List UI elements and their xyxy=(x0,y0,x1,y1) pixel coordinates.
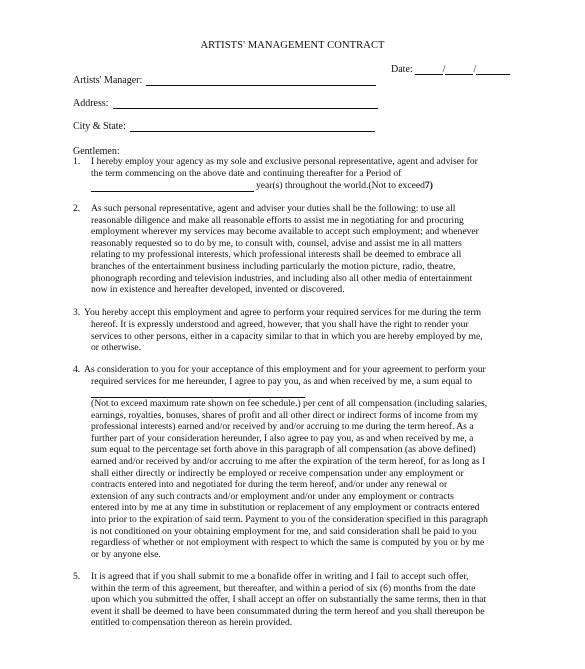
date-year-blank[interactable] xyxy=(476,64,510,75)
manager-blank[interactable] xyxy=(146,75,376,86)
date-field xyxy=(391,64,510,75)
city-state-label: City & State: xyxy=(73,121,126,132)
clause-5-number: 5. xyxy=(73,571,81,582)
clause-3-text: hereof. It is expressly understood and agreed, however, that you shall have the right to render your services to other persons, either in a capacity similar to that in which you are hereby employed by me, or otherwise. xyxy=(91,319,483,354)
clause-1-line-3 xyxy=(91,180,511,192)
term-years-blank[interactable] xyxy=(91,182,254,192)
percentage-blank[interactable] xyxy=(91,388,305,398)
clause-4-number: 4. xyxy=(73,364,81,375)
clause-2-number: 2. xyxy=(73,203,81,214)
clause-1-max-years: 7) xyxy=(424,180,433,191)
document-title: ARTISTS' MANAGEMENT CONTRACT xyxy=(200,40,385,51)
clause-4-text: (Not to exceed maximum rate shown on fee schedule.) per cent of all compensation (including salaries, earnings, royalties, bonuses, shares of profit and all other direct or indirect forms of income from my professional interests) earned and/or received by and/or accruing to me during the term hereof. As a further part of your consideration hereunder, I also agree to pay you, as and when received by me, a sum equal to the percentage set forth above in this paragraph of all compensation (as above defined) earned and/or received by and/or accruing to me after the expiration of the term hereof, for as long as I shall either directly or indirectly be employed or receive compensation under any employment or contracts entered into and negotiated for during the term hereof, and/or under any renewal or extension of any such contracts and/or employment and/or under any employment or contracts entered into by me at any time in substitution or replacement of any employment or contracts entered into prior to the expiration of said term. Payment to you of the consideration specified in this paragraph is not conditioned on your obtaining employment for me, and said consideration shall be paid to you regardless of whether or not employment with respect to which the same is computed by you or by me or by anyone else. xyxy=(91,398,488,560)
date-day-blank[interactable] xyxy=(442,64,473,75)
clause-1-line-3-text: year(s) throughout the world.(Not to exceed xyxy=(256,180,425,191)
address-blank[interactable] xyxy=(113,98,378,109)
address-label: Address: xyxy=(73,98,109,109)
clause-4-line-1: As consideration to you for your acceptance of this employment and for your agreement to perform your xyxy=(84,364,486,375)
clause-3-line-1: You hereby accept this employment and agree to perform your required services for me during the term xyxy=(84,307,482,318)
manager-field xyxy=(73,75,376,86)
date-label: Date: xyxy=(391,64,413,75)
clause-3-number: 3. xyxy=(73,307,81,318)
city-state-field xyxy=(73,121,375,132)
clause-4-line-2: required services for me hereunder, I agree to pay you, as and when received by me, a sum equal to xyxy=(91,376,473,387)
clause-1-number: 1. xyxy=(73,156,81,167)
salutation: Gentlemen: xyxy=(73,146,120,157)
date-month-blank[interactable] xyxy=(415,64,443,75)
date-separator: / xyxy=(442,64,446,75)
clause-1-line-1: I hereby employ your agency as my sole and exclusive personal representative, agent and adviser for xyxy=(91,156,478,167)
clause-1-line-2: the term commencing on the above date and continuing thereafter for a Period of xyxy=(91,168,402,179)
manager-label: Artists' Manager: xyxy=(73,75,143,86)
address-field xyxy=(73,98,378,109)
city-state-blank[interactable] xyxy=(130,121,375,132)
clause-2-text: As such personal representative, agent and adviser your duties shall be the following: to use all reasonable diligence and make all reasonable efforts to assist me in negotiating for and procuring employment wherever my services may become available to accept such employment; and whenever reasonably requested so to do by me, to consult with, counsel, advise and assist me in all matters relating to my professional interests, which professional interests shall be deemed to embrace all branches of the entertainment business including particularly the motion picture, radio, theatre, phonograph recording and television industries, and including also all other media of entertainment now in existence and hereafter developed, invented or discovered. xyxy=(91,203,479,296)
clause-5-text: It is agreed that if you shall submit to me a bonafide offer in writing and I fail to accept such offer, within the term of this agreement, but thereafter, and within a period of six (6) months from the date upon which you submitted the offer, I shall accept an offer on substantially the same terms, then in that event it shall be deemed to have been consummated during the term hereof and you shall thereupon be entitled to compensation thereon as herein provided. xyxy=(91,571,487,629)
date-separator: / xyxy=(473,64,477,75)
